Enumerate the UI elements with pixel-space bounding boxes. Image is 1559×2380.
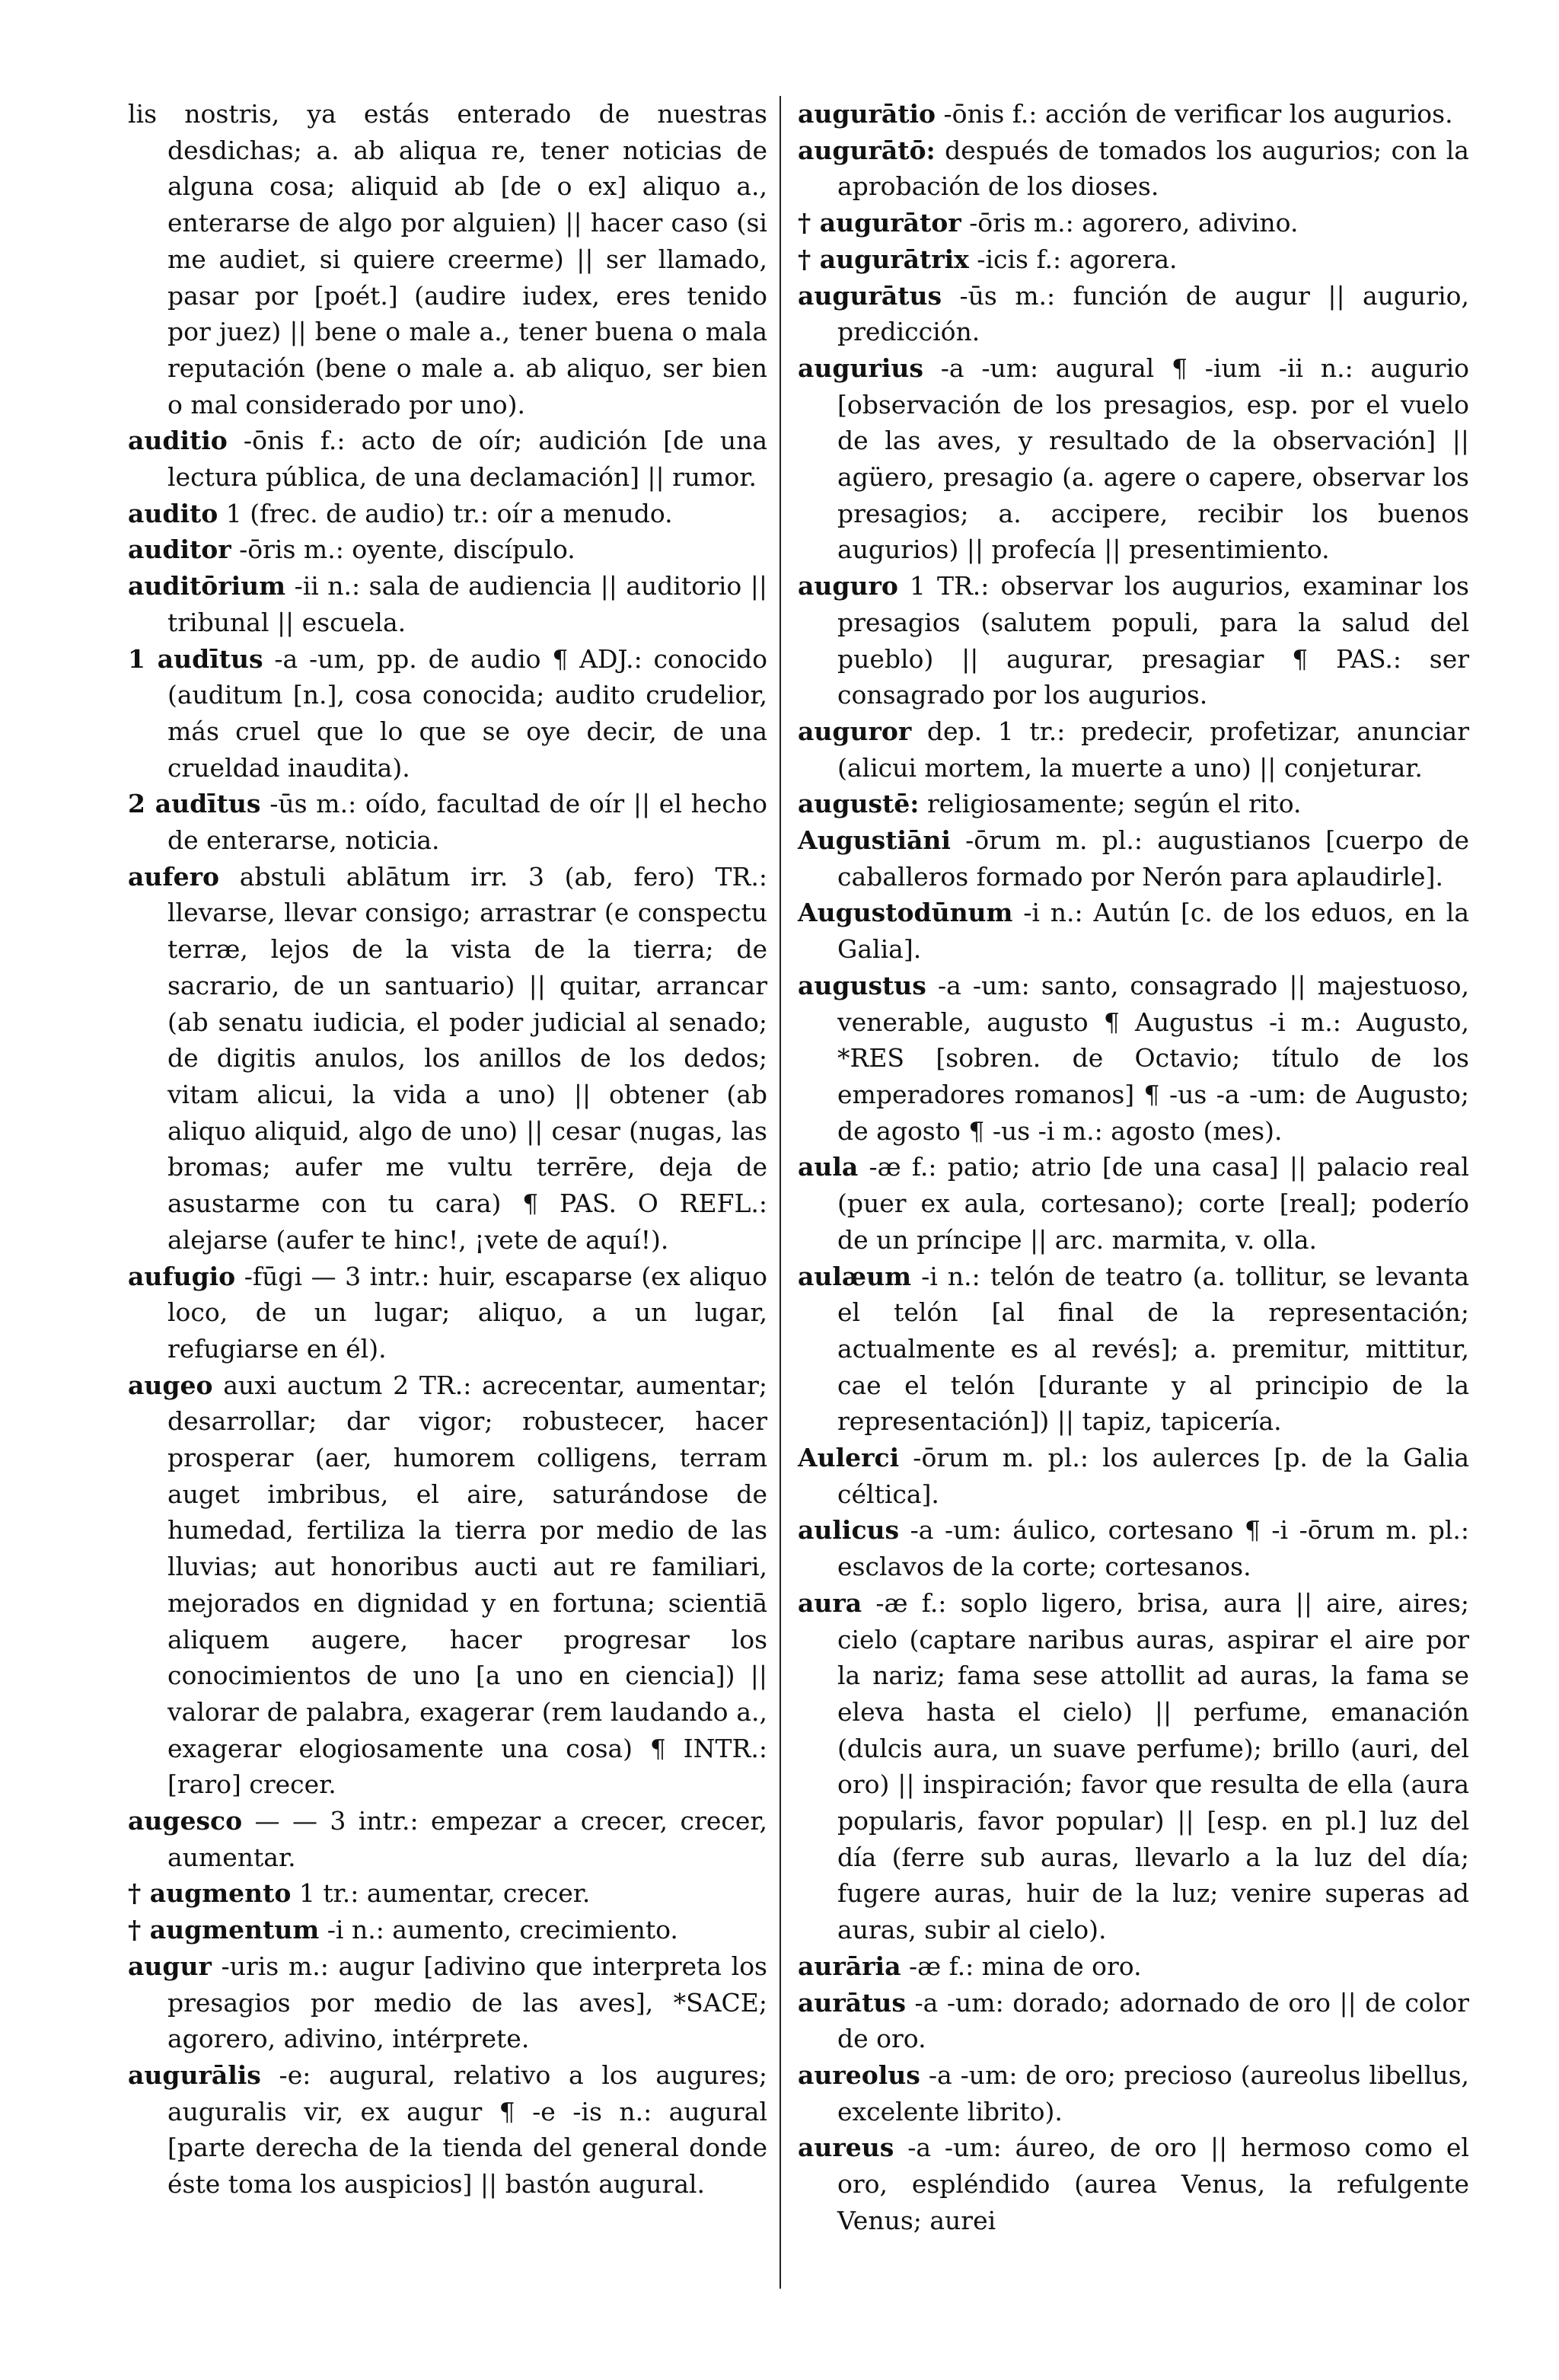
entry-headword: augustus [798, 970, 926, 1000]
dictionary-entry [798, 1259, 1469, 1440]
entry-definition: -a -um: áureo, de oro || hermoso como el oro, espléndido (aurea Venus, la refulgente Venus; aurei [837, 2133, 1469, 2235]
dictionary-entry [798, 713, 1469, 786]
entry-headword: aurātus [798, 1987, 906, 2018]
entry-headword: aula [798, 1152, 859, 1182]
entry-headword: aurāria [798, 1951, 901, 1981]
dictionary-entry [128, 496, 767, 532]
dictionary-entry [128, 96, 767, 423]
dictionary-entry [128, 786, 767, 858]
dictionary-entry [798, 241, 1469, 278]
entry-definition: -a -um: áulico, cortesano ¶ -i -ōrum m. pl.: esclavos de la corte; cortesanos. [837, 1515, 1469, 1582]
entry-definition: -ōrum m. pl.: los aulerces [p. de la Galia céltica]. [837, 1443, 1469, 1509]
entry-definition: -ūs m.: función de augur || augurio, predicción. [837, 280, 1469, 347]
dictionary-entry [128, 1367, 767, 1803]
entry-definition: religiosamente; según el rito. [926, 789, 1302, 819]
entry-definition: -i n.: Autún [c. de los eduos, en la Galia]. [837, 898, 1470, 965]
dictionary-entry [128, 1912, 767, 1948]
dictionary-entry [798, 1948, 1469, 1985]
entry-headword: aureus [798, 2133, 894, 2163]
entry-headword: auguror [798, 716, 912, 746]
dictionary-entry [128, 1875, 767, 1912]
dictionary-entry [128, 1803, 767, 1875]
dictionary-entry [798, 822, 1469, 895]
dictionary-entry [798, 278, 1469, 350]
entry-definition: -a -um: dorado; adornado de oro || de color de oro. [837, 1987, 1469, 2054]
entry-definition: -ūs m.: oído, facultad de oír || el hecho de enterarse, noticia. [167, 789, 768, 856]
entry-headword: aura [798, 1587, 862, 1618]
entry-headword: augurātō: [798, 135, 936, 165]
entry-definition: -a -um: augural ¶ -ium -ii n.: augurio [observación de los presagios, esp. por el vuelo de las aves, y resultado de la observación] || agüero, presagio (a. agere o capere, observar los presagios; a. accipere, recibir los buenos augurios) || profecía || presentimiento. [837, 353, 1469, 565]
entry-headword: Augustodūnum [798, 898, 1013, 928]
dictionary-entry [798, 96, 1469, 132]
dictionary-entry [128, 1259, 767, 1367]
dictionary-entry [128, 423, 767, 495]
dictionary-entry [798, 1440, 1469, 1512]
right-column [798, 96, 1469, 2238]
entry-headword: 2 audītus [128, 789, 261, 819]
entry-definition: -ōris m.: oyente, discípulo. [239, 534, 575, 565]
dictionary-entry [798, 350, 1469, 568]
dictionary-entry [798, 2130, 1469, 2238]
dictionary-entry [798, 1985, 1469, 2057]
dictionary-entry [798, 1149, 1469, 1258]
entry-definition: 1 TR.: observar los augurios, examinar los presagios (salutem populi, para la salud del pueblo) || augurar, presagiar ¶ PAS.: ser consagrado por los augurios. [837, 571, 1469, 710]
entry-definition: abstuli ablātum irr. 3 (ab, fero) TR.: llevarse, llevar consigo; arrastrar (e conspectu terræ, lejos de la vista de la tierra; de sacrario, de un santuario) || quitar, arrancar (ab senatu iudicia, el poder judicial al senado; de digitis anulos, los anillos de los dedos; vitam alicui, la vida a uno) || obtener (ab aliquo aliquid, algo de uno) || cesar (nugas, las bromas; aufer me vultu terrēre, deja de asustarme con tu cara) ¶ PAS. O REFL.: alejarse (aufer te hinc!, ¡vete de aquí!). [167, 861, 767, 1255]
dictionary-entry [798, 2057, 1469, 2130]
entry-headword: † augurātor [798, 208, 961, 238]
dictionary-entry [798, 205, 1469, 241]
entry-definition: -i n.: aumento, crecimiento. [327, 1915, 678, 1945]
entry-definition: -ōnis f.: acción de verificar los augurios. [943, 99, 1453, 129]
entry-headword: Augustiāni [798, 825, 951, 856]
entry-headword: augeo [128, 1370, 213, 1400]
entry-headword: 1 audītus [128, 643, 263, 674]
dictionary-entry [798, 895, 1469, 967]
dictionary-entry [128, 531, 767, 568]
entry-headword: audito [128, 498, 218, 528]
entry-headword: aulicus [798, 1515, 900, 1546]
dictionary-entry [128, 641, 767, 786]
entry-headword: auditor [128, 534, 231, 565]
entry-definition: auxi auctum 2 TR.: acrecentar, aumentar; desarrollar; dar vigor; robustecer, hacer prosperar (aer, humorem colligens, terram auget imbribus, el aire, saturándose de humedad, fertiliza la tierra por medio de las lluvias; aut honoribus aucti aut re familiari, mejorados en dignidad y en fortuna; scientiā aliquem augere, hacer progresar los conocimientos de uno [a uno en ciencia]) || valorar de palabra, exagerar (rem laudando a., exagerar elogiosamente una cosa) ¶ INTR.: [raro] crecer. [167, 1370, 767, 1800]
entry-headword: auguro [798, 571, 898, 601]
entry-definition: -ōrum m. pl.: augustianos [cuerpo de caballeros formado por Nerón para aplaudirle]. [837, 825, 1469, 892]
dictionary-entry [798, 786, 1469, 822]
entry-headword: † augmento [128, 1878, 292, 1909]
entry-headword: Aulerci [798, 1443, 900, 1473]
entry-headword: aureolus [798, 2059, 920, 2090]
entry-headword: augurātio [798, 99, 936, 129]
dictionary-entry [128, 568, 767, 640]
entry-headword: auditōrium [128, 571, 286, 601]
entry-definition: dep. 1 tr.: predecir, profetizar, anunciar (alicui mortem, la muerte a uno) || conjeturar. [837, 716, 1469, 783]
dictionary-entry [798, 568, 1469, 713]
entry-definition: -e: augural, relativo a los augures; auguralis vir, ex augur ¶ -e -is n.: augural [parte derecha de la tienda del general donde éste toma los auspicios] || bastón augural. [167, 2059, 767, 2200]
entry-headword: aufero [128, 861, 219, 892]
entry-headword: auditio [128, 426, 228, 456]
dictionary-entry [128, 859, 767, 1259]
entry-definition: -æ f.: mina de oro. [908, 1951, 1142, 1981]
entry-definition: -ōris m.: agorero, adivino. [969, 208, 1299, 238]
entry-headword: aufugio [128, 1261, 236, 1291]
dictionary-entry [798, 1585, 1469, 1948]
entry-definition: -æ f.: patio; atrio [de una casa] || palacio real (puer ex aula, cortesano); corte [real]; poderío de un príncipe || arc. marmita, v. olla. [837, 1152, 1469, 1255]
entry-headword: augustē: [798, 789, 920, 819]
left-column [128, 96, 767, 2203]
dictionary-entry [128, 1948, 767, 2057]
dictionary-entry [128, 2057, 767, 2203]
dictionary-entry [798, 132, 1469, 205]
entry-headword: augurius [798, 353, 923, 383]
entry-headword: augesco [128, 1806, 243, 1836]
dictionary-entry [798, 1512, 1469, 1584]
entry-definition: 1 (frec. de audio) tr.: oír a menudo. [225, 498, 673, 528]
entry-definition: -a -um: de oro; precioso (aureolus libellus, excelente librito). [837, 2059, 1469, 2126]
entry-definition: -i n.: telón de teatro (a. tollitur, se levanta el telón [al final de la representación; actualmente es al revés]; a. premitur, mittitur, cae el telón [durante y al principio de la representación]) || tapiz, tapicería. [837, 1261, 1469, 1437]
entry-headword: † augmentum [128, 1915, 320, 1945]
entry-definition: -a -um, pp. de audio ¶ ADJ.: conocido (auditum [n.], cosa conocida; audito crudelior, más cruel que lo que se oye decir, de una crueldad inaudita). [167, 643, 767, 783]
entry-definition: lis nostris, ya estás enterado de nuestras desdichas; a. ab aliqua re, tener noticias de alguna cosa; aliquid ab [de o ex] aliquo a., enterarse de algo por alguien) || hacer caso (si me audiet, si quiere creerme) || ser llamado, pasar por [poét.] (audire iudex, eres tenido por juez) || bene o male a., tener buena o mala reputación (bene o male a. ab aliquo, ser bien o mal considerado por uno). [128, 99, 767, 420]
entry-headword: augurātus [798, 280, 942, 311]
dictionary-entry [798, 968, 1469, 1150]
entry-definition: — — 3 intr.: empezar a crecer, crecer, aumentar. [167, 1806, 767, 1872]
column-divider [780, 96, 781, 2289]
entry-headword: augur [128, 1951, 212, 1981]
entry-definition: -ōnis f.: acto de oír; audición [de una lectura pública, de una declamación] || rumor. [167, 426, 767, 493]
entry-headword: † augurātrix [798, 244, 969, 274]
entry-definition: 1 tr.: aumentar, crecer. [298, 1878, 591, 1909]
entry-definition: -ii n.: sala de audiencia || auditorio || tribunal || escuela. [167, 571, 767, 637]
entry-definition: -æ f.: soplo ligero, brisa, aura || aire, aires; cielo (captare naribus auras, aspirar el aire por la nariz; fama sese attollit ad auras, la fama se eleva hasta el cielo) || perfume, emanación (dulcis aura, un suave perfume); brillo (auri, del oro) || inspiración; favor que resulta de ella (aura popularis, favor popular) || [esp. en pl.] luz del día (ferre sub auras, llevarlo a la luz del día; fugere auras, huir de la luz; venire superas ad auras, subir al cielo). [837, 1587, 1470, 1945]
entry-headword: augurālis [128, 2059, 261, 2090]
entry-definition: -fūgi — 3 intr.: huir, escaparse (ex aliquo loco, de un lugar; aliquo, a un lugar, refugiarse en él). [167, 1261, 767, 1364]
entry-headword: aulæum [798, 1261, 911, 1291]
entry-definition: -a -um: santo, consagrado || majestuoso, venerable, augusto ¶ Augustus -i m.: Augusto, *RES [sobren. de Octavio; título de los emperadores romanos] ¶ -us -a -um: de Augusto; de agosto ¶ -us -i m.: agosto (mes). [837, 970, 1470, 1146]
entry-definition: después de tomados los augurios; con la aprobación de los dioses. [837, 135, 1469, 202]
entry-definition: -uris m.: augur [adivino que interpreta los presagios por medio de las aves], *SACE; agorero, adivino, intérprete. [167, 1951, 767, 2054]
entry-definition: -icis f.: agorera. [977, 244, 1178, 274]
